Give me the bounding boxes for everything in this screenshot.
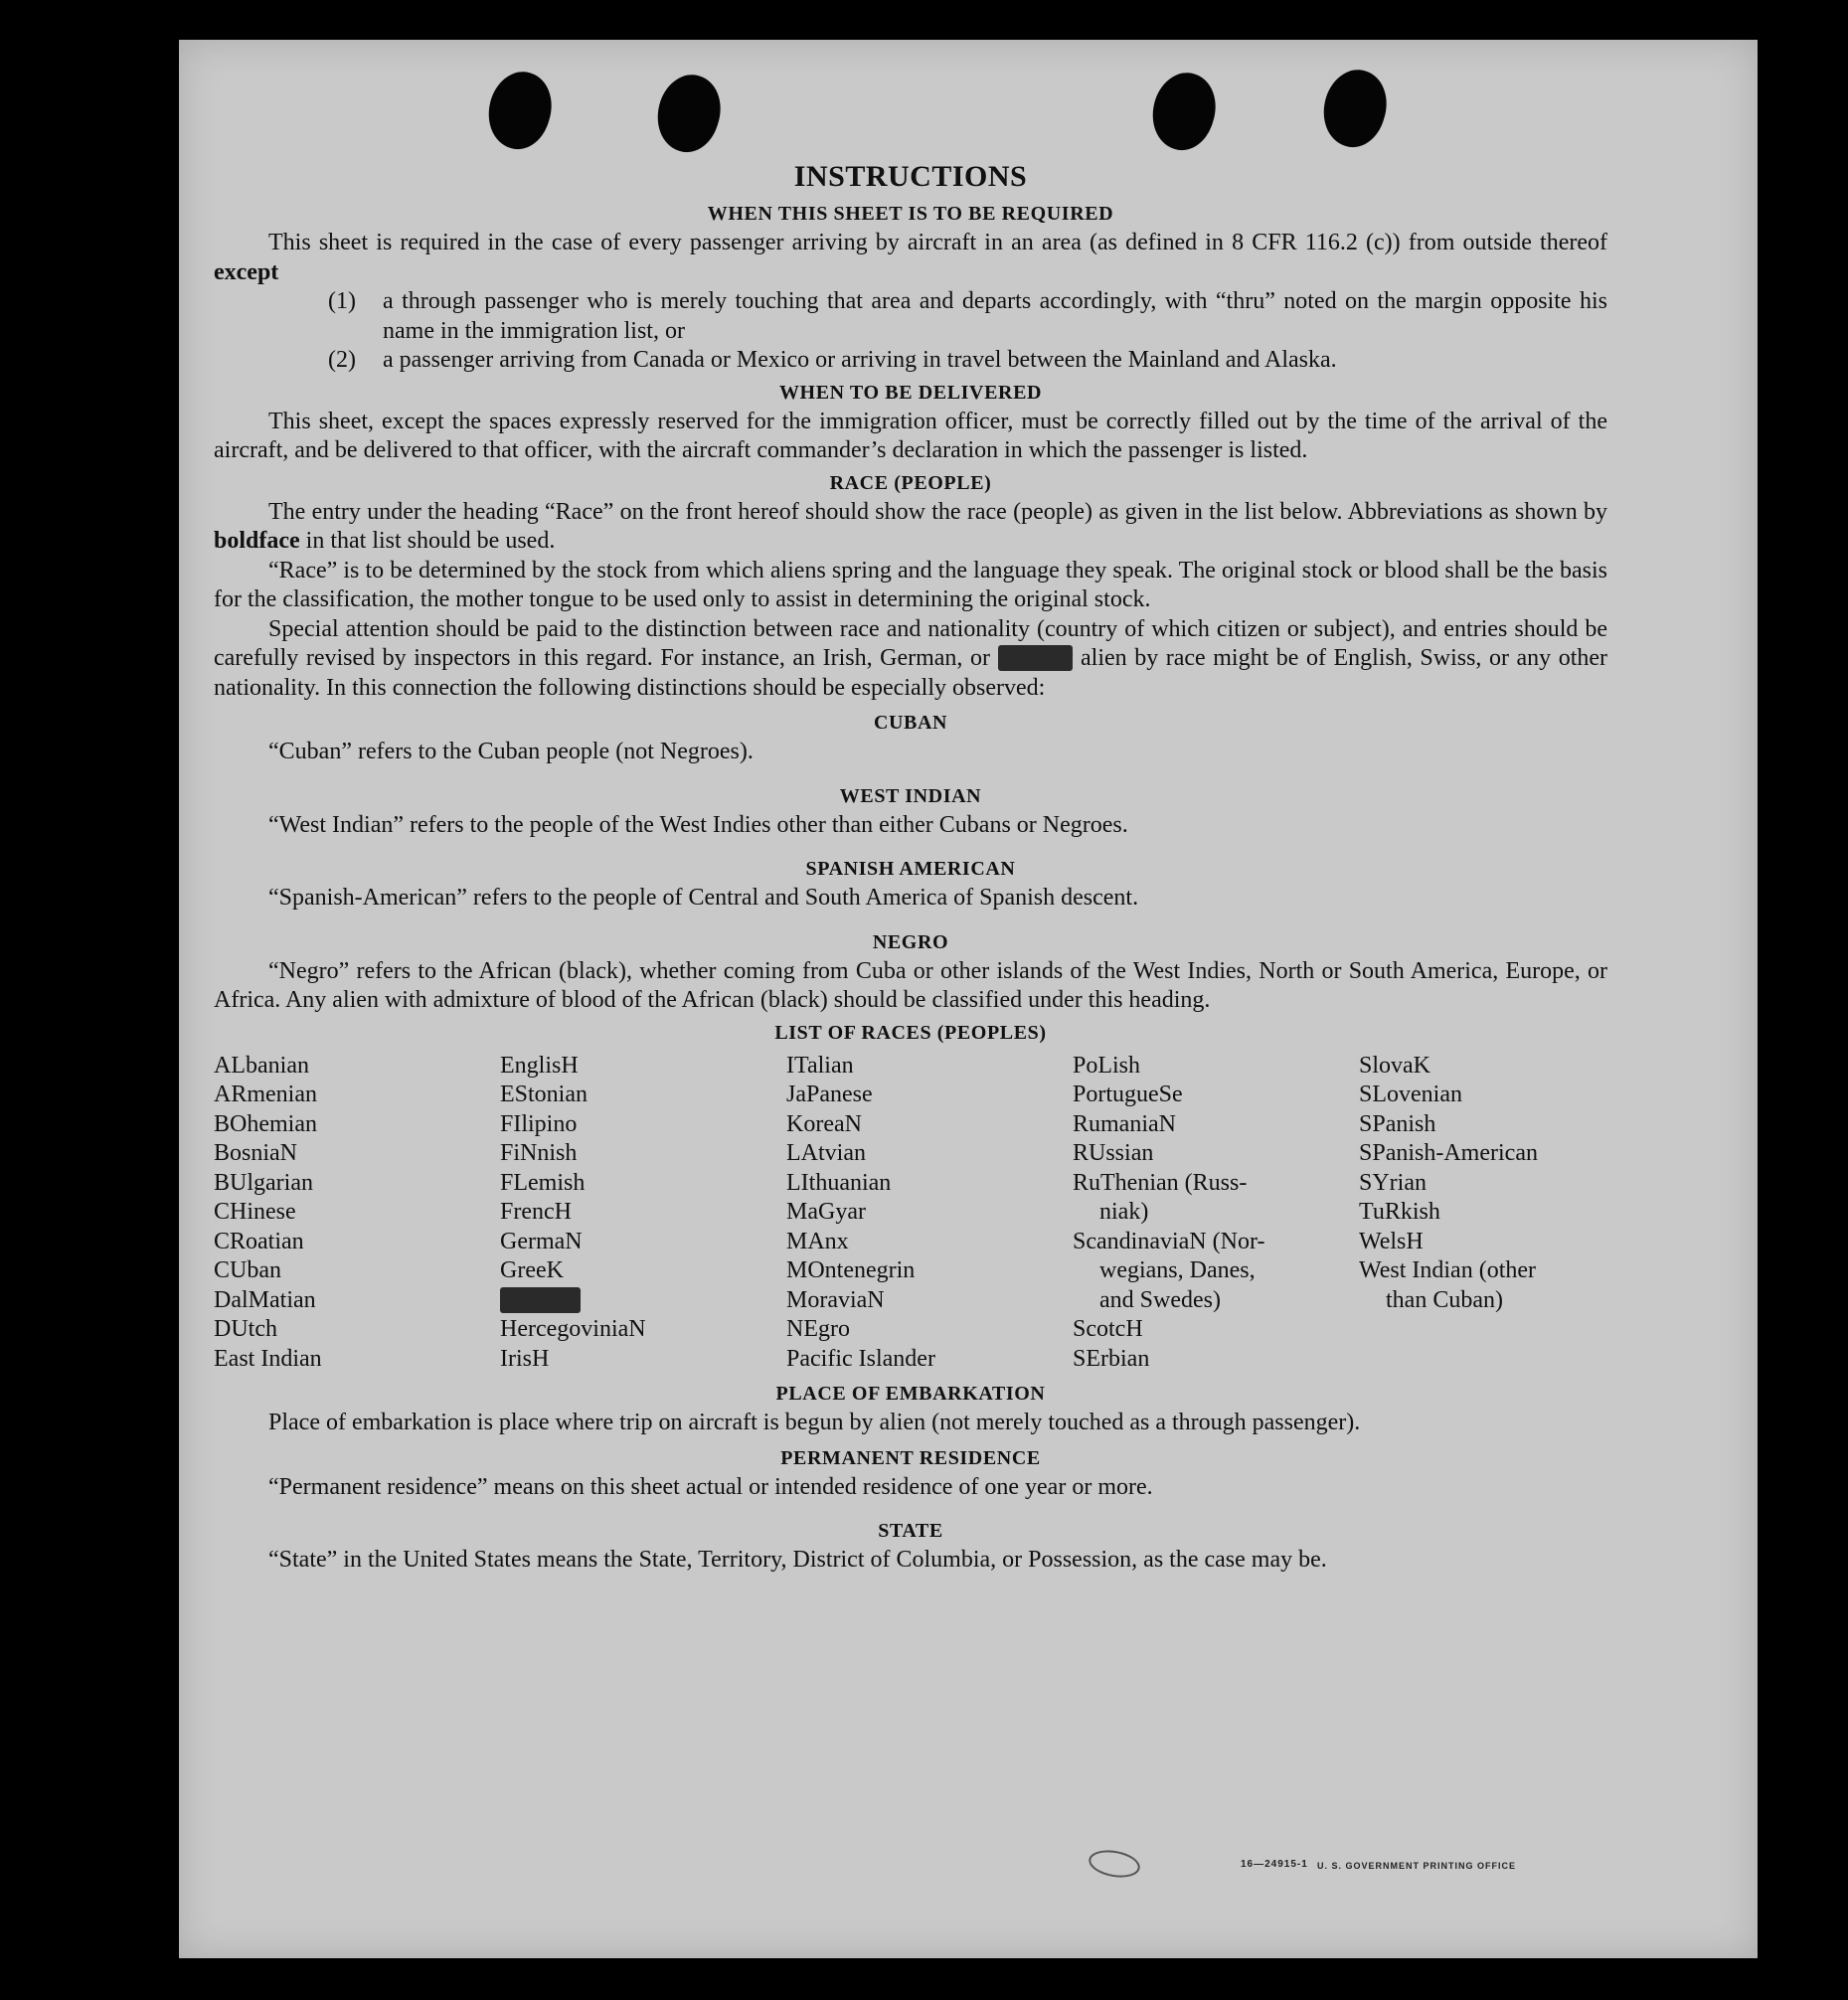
section-heading: SPANISH AMERICAN: [805, 858, 1016, 880]
race-item: ScandinaviaN (Nor-: [1073, 1228, 1265, 1254]
document-sheet: [179, 40, 1758, 1958]
paragraph: “State” in the United States means the State, Territory, District of Columbia, or Possession, as the case may be.: [268, 1547, 1327, 1573]
race-list: [214, 1052, 1607, 1375]
race-item-redacted: [500, 1286, 786, 1316]
race-item: WelsH: [1359, 1228, 1424, 1254]
section-heading: CUBAN: [873, 712, 948, 734]
paragraph: [214, 498, 1607, 557]
paragraph: This sheet, except the spaces expressly reserved for the immigration officer, must be correctly filled out by the time of the arrival of the aircraft, and be delivered to that officer, with the aircraft commander’s declaration in which the passenger is listed.: [214, 408, 1607, 463]
list-item: [328, 287, 1607, 346]
race-item: FiNnish: [500, 1140, 578, 1166]
race-item: BOhemian: [214, 1110, 317, 1137]
race-item: SPanish: [1359, 1110, 1436, 1137]
item-text: a through passenger who is merely touching that area and departs accordingly, with “thru” noted on the margin opposite his name in the immigration list, or: [383, 288, 1607, 344]
race-item: SLovenian: [1359, 1082, 1462, 1107]
race-column: [786, 1052, 1073, 1375]
race-item: JaPanese: [786, 1082, 873, 1107]
bold-text: except: [214, 258, 279, 285]
race-column: [1359, 1052, 1617, 1375]
race-item: and Swedes): [1099, 1286, 1221, 1313]
race-item: CRoatian: [214, 1228, 304, 1254]
bold-text: boldface: [214, 528, 300, 554]
race-item: MoraviaN: [786, 1286, 885, 1313]
paragraph: “Negro” refers to the African (black), whether coming from Cuba or other islands of the West Indies, North or South America, Europe, or Africa. Any alien with admixture of blood of the African (black) should be classified under this heading.: [214, 957, 1607, 1013]
punch-hole: [1142, 65, 1225, 157]
item-number: (2): [328, 347, 356, 373]
race-item: EStonian: [500, 1082, 588, 1107]
race-item: niak): [1099, 1199, 1149, 1225]
race-item: PortugueSe: [1073, 1082, 1183, 1107]
race-item: SlovaK: [1359, 1052, 1430, 1079]
paragraph: [214, 615, 1607, 704]
paragraph: [214, 229, 1607, 287]
race-item: SErbian: [1073, 1345, 1150, 1372]
race-item: GreeK: [500, 1257, 564, 1283]
race-column: [1073, 1052, 1359, 1375]
race-item: HercegoviniaN: [500, 1316, 646, 1342]
race-item: FIlipino: [500, 1110, 578, 1137]
race-item: MOntenegrin: [786, 1257, 916, 1283]
race-item: Pacific Islander: [786, 1345, 935, 1372]
race-item: ScotcH: [1073, 1316, 1143, 1342]
race-item: KoreaN: [786, 1110, 862, 1137]
race-item: NEgro: [786, 1316, 850, 1342]
race-column: [214, 1052, 500, 1375]
printer-imprint: U. S. GOVERNMENT PRINTING OFFICE: [1317, 1861, 1517, 1871]
form-number: 16—24915-1: [1241, 1859, 1308, 1870]
section-heading: NEGRO: [872, 930, 949, 953]
page-title: INSTRUCTIONS: [793, 160, 1028, 193]
paragraph: Place of embarkation is place where trip on aircraft is begun by alien (not merely touched as a through passenger).: [268, 1410, 1361, 1435]
paragraph: “Cuban” refers to the Cuban people (not Negroes).: [268, 739, 754, 764]
pencil-mark: [1087, 1847, 1142, 1882]
race-item: BosniaN: [214, 1140, 297, 1166]
race-item: GermaN: [500, 1228, 583, 1254]
race-item: TuRkish: [1359, 1199, 1440, 1225]
punch-hole: [647, 67, 730, 159]
paragraph-text: This sheet is required in the case of every passenger arriving by aircraft in an area (as defined in 8 CFR 116.2 (c)) from outside thereof: [268, 230, 1607, 255]
paragraph: “Race” is to be determined by the stock from which aliens spring and the language they speak. The original stock or blood shall be the basis for the classification, the mother tongue to be used only to assist in determining the original stock.: [214, 557, 1607, 612]
race-item: FrencH: [500, 1199, 572, 1225]
race-item: SPanish-American: [1359, 1140, 1538, 1166]
paragraph-text: in that list should be used.: [305, 528, 556, 554]
list-item: [328, 346, 1607, 376]
section-heading: LIST OF RACES (PEOPLES): [774, 1021, 1047, 1044]
race-item: East Indian: [214, 1345, 322, 1372]
race-item: than Cuban): [1386, 1286, 1503, 1313]
paragraph: “West Indian” refers to the people of the West Indies other than either Cubans or Negroes.: [268, 811, 1128, 838]
punch-hole: [1313, 62, 1396, 154]
instructions-body: [214, 157, 1607, 1576]
race-item: CUban: [214, 1257, 281, 1283]
race-item: wegians, Danes,: [1099, 1257, 1256, 1283]
redacted-word: HebreW: [500, 1286, 582, 1313]
race-item: RUssian: [1073, 1140, 1154, 1166]
race-item: DalMatian: [214, 1286, 316, 1313]
race-item: ARmenian: [214, 1082, 317, 1107]
race-item: CHinese: [214, 1199, 296, 1225]
race-item: IrisH: [500, 1345, 550, 1372]
redacted-word: Hebrew: [997, 645, 1074, 671]
section-heading: WHEN THIS SHEET IS TO BE REQUIRED: [707, 203, 1114, 225]
section-heading: WHEN TO BE DELIVERED: [778, 381, 1043, 404]
race-item: FLemish: [500, 1169, 586, 1196]
paragraph: “Spanish-American” refers to the people of Central and South America of Spanish descent.: [268, 885, 1139, 911]
paragraph: “Permanent residence” means on this sheet actual or intended residence of one year or more.: [268, 1473, 1153, 1500]
item-number: (1): [328, 288, 356, 314]
race-item: EnglisH: [500, 1052, 579, 1079]
race-item: LAtvian: [786, 1140, 866, 1166]
section-heading: RACE (PEOPLE): [829, 471, 992, 494]
race-column: [500, 1052, 786, 1375]
section-heading: PLACE OF EMBARKATION: [775, 1383, 1046, 1405]
punch-hole: [478, 64, 561, 156]
race-item: PoLish: [1073, 1052, 1141, 1079]
race-item: SYrian: [1359, 1169, 1427, 1196]
section-heading: STATE: [878, 1520, 943, 1542]
item-text: a passenger arriving from Canada or Mexico or arriving in travel between the Mainland and Alaska.: [383, 347, 1337, 373]
race-item: BUlgarian: [214, 1169, 313, 1196]
race-item: ITalian: [786, 1052, 854, 1079]
race-item: MAnx: [786, 1228, 849, 1254]
race-item: RuThenian (Russ-: [1073, 1169, 1248, 1196]
race-item: DUtch: [214, 1316, 277, 1342]
race-item: RumaniaN: [1073, 1110, 1176, 1137]
section-heading: PERMANENT RESIDENCE: [780, 1446, 1041, 1469]
paragraph-text: Special attention should be paid to the distinction between race and nationality (country of which citizen or subject), and entries should be carefully revised by inspectors in this regard. For instance, an Irish, German, or: [214, 615, 1607, 671]
paragraph-text: alien by race might be of English, Swiss, or any other nationality. In this connection the following distinctions should be especially observed:: [214, 645, 1608, 701]
race-item: MaGyar: [786, 1199, 866, 1225]
race-item: ALbanian: [214, 1052, 309, 1079]
race-item: West Indian (other: [1359, 1257, 1537, 1283]
paragraph-text: The entry under the heading “Race” on the front hereof should show the race (people) as given in the list below. Abbreviations as shown by: [268, 498, 1607, 525]
race-item: LIthuanian: [786, 1169, 892, 1196]
section-heading: WEST INDIAN: [839, 784, 982, 807]
